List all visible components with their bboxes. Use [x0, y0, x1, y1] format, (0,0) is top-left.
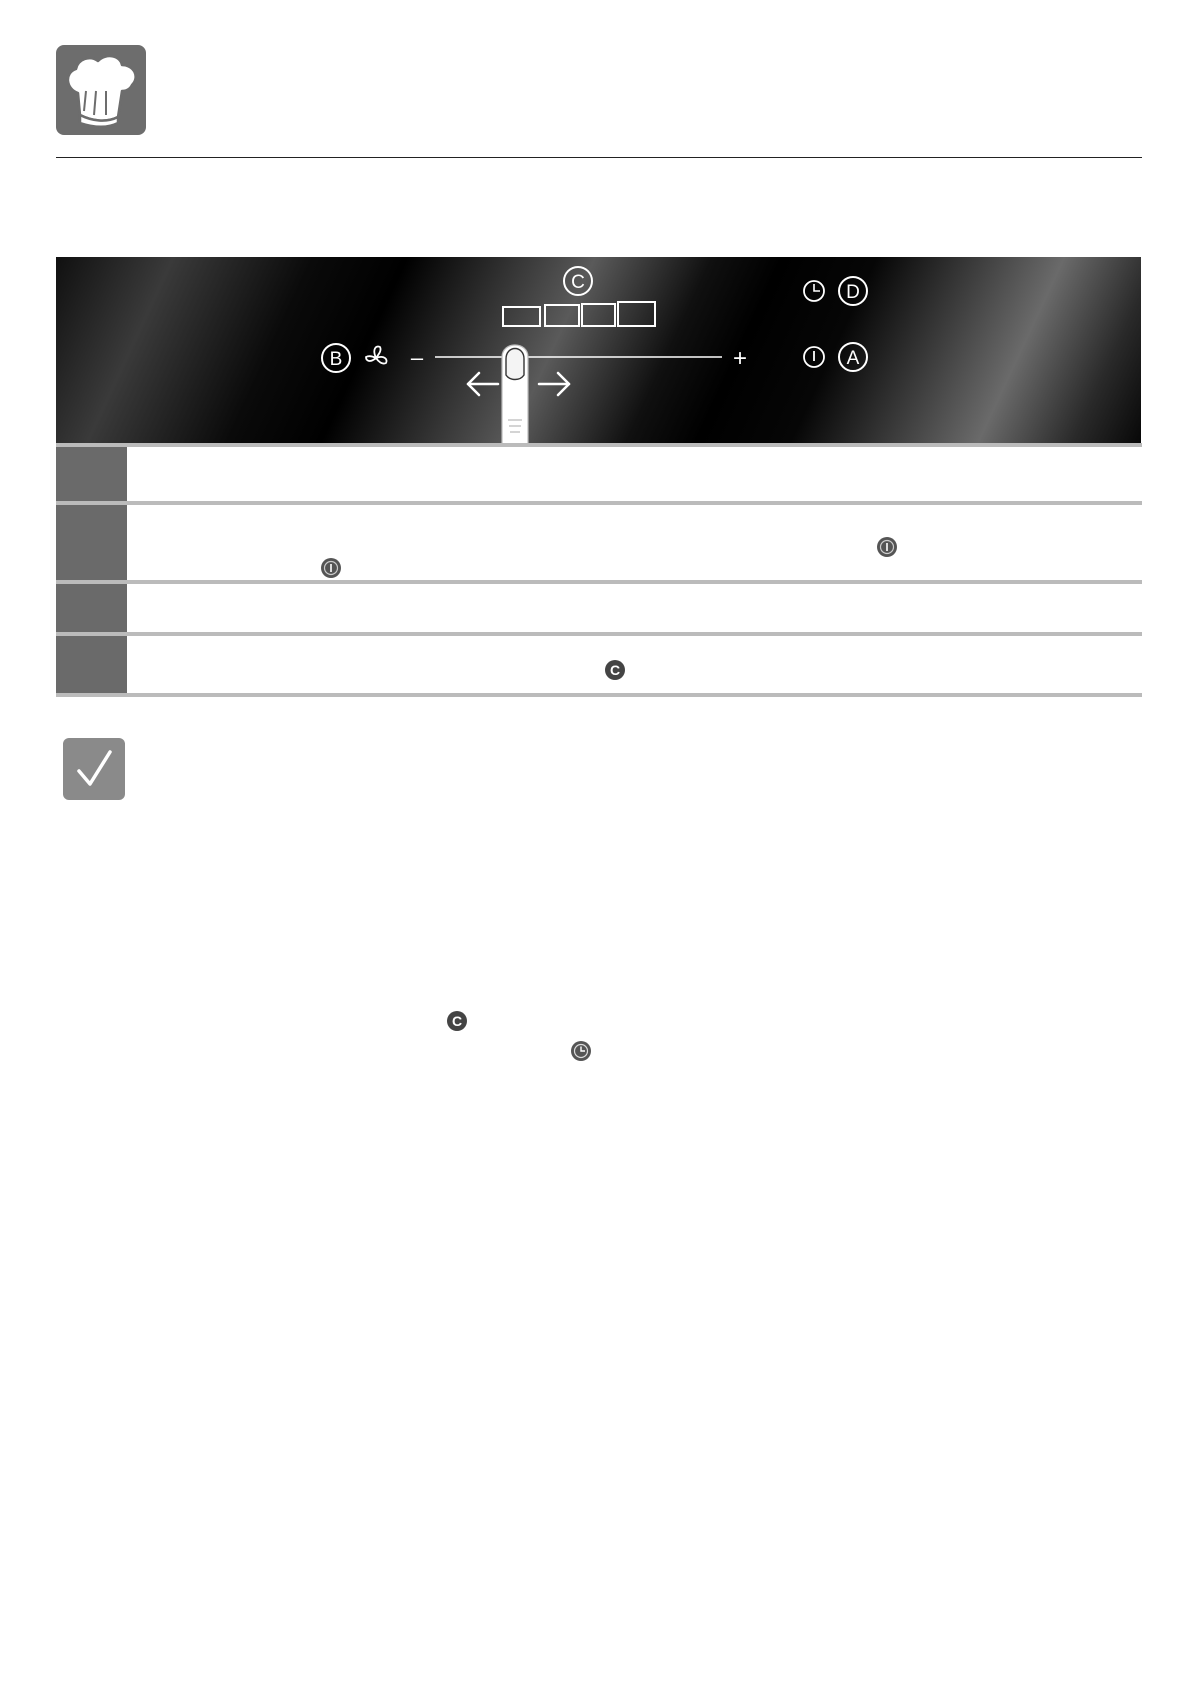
fan-level-display	[503, 302, 655, 326]
table-row	[56, 632, 1142, 697]
svg-text:C: C	[451, 1013, 463, 1029]
steps-table	[56, 443, 1142, 697]
timer-icon	[570, 1040, 592, 1062]
c-badge-icon	[604, 659, 626, 681]
c-badge-icon	[446, 1010, 468, 1032]
arrow-right-icon	[539, 373, 569, 395]
chef-hat-icon	[56, 45, 146, 135]
table-row	[56, 580, 1142, 632]
label-c-text: C	[571, 272, 585, 293]
label-b-text: B	[329, 349, 343, 370]
header-rule	[56, 157, 1142, 158]
minus-sign: –	[410, 345, 424, 370]
svg-text:C: C	[609, 662, 621, 678]
plus-sign: +	[732, 345, 748, 372]
step-number-cell	[56, 584, 127, 632]
step-text-cell	[127, 447, 1142, 501]
control-panel-illustration	[56, 257, 1141, 445]
fan-icon	[366, 346, 387, 363]
label-a-text: A	[846, 348, 860, 369]
step-text-cell	[127, 505, 1142, 580]
table-row	[56, 443, 1142, 501]
step-number-cell	[56, 447, 127, 501]
arrow-left-icon	[468, 373, 498, 395]
table-row	[56, 501, 1142, 580]
step-number-cell	[56, 505, 127, 580]
step-number-cell	[56, 636, 127, 693]
step-text-cell	[127, 636, 1142, 693]
power-icon	[320, 557, 342, 579]
label-d-text: D	[846, 282, 860, 303]
finger-touch-icon	[502, 345, 528, 445]
checkmark-icon	[63, 738, 125, 800]
power-icon	[876, 536, 898, 558]
step-text-cell	[127, 584, 1142, 632]
